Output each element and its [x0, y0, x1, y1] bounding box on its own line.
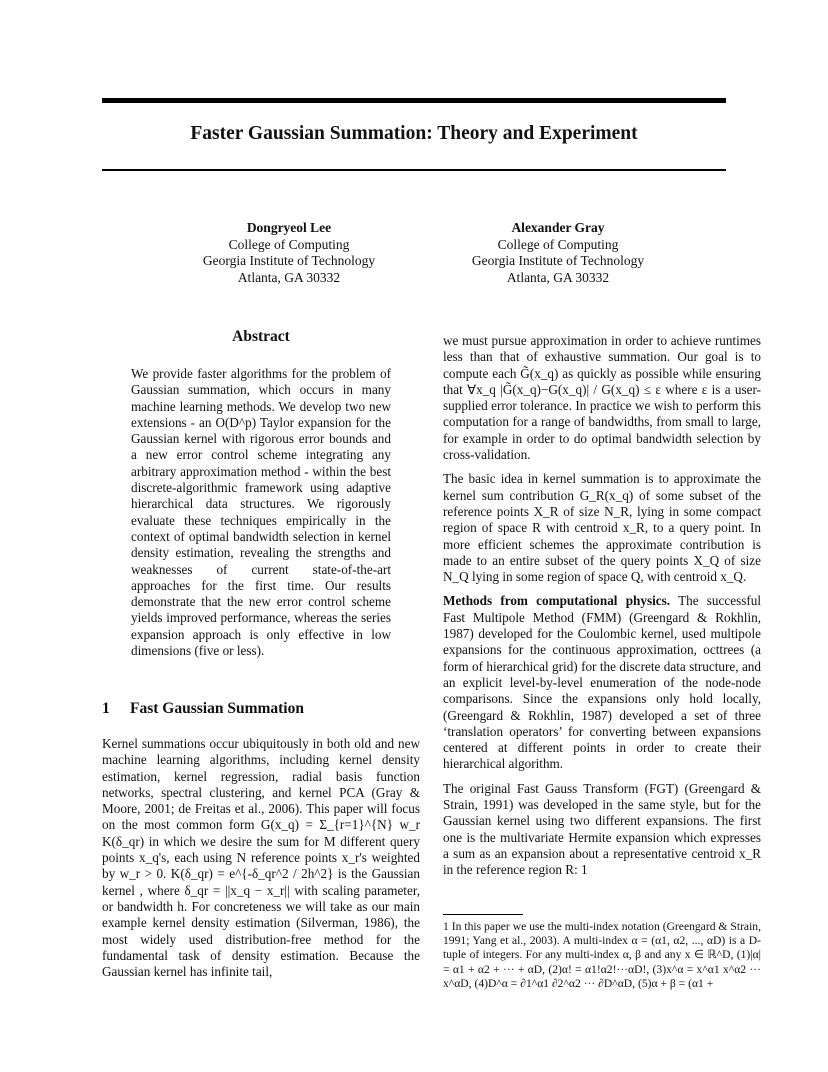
author-institute: Georgia Institute of Technology [471, 253, 645, 268]
author-city: Atlanta, GA 30332 [237, 269, 341, 285]
top-rule [102, 98, 726, 103]
abstract-heading: Abstract [232, 328, 290, 345]
paragraph: Kernel summations occur ubiquitously in both old and new machine learning algorithms, including kernel density estimation, kernel regression, radial basis function networks, spectral clustering, and kernel PCA (Gray & Moore, 2001; de Freitas et al., 2006). This paper will focus on the most common form G(x_q) = Σ_{r=1}^{N} w_r K(δ_qr) in which we desire the sum for M different query points x_q's, each using N reference points x_r's weighted by w_r > 0. K(δ_qr) = e^{-δ_qr^2 / 2h^2} is the Gaussian kernel , where δ_qr = ||x_q − x_r|| with scaling parameter, or bandwidth h. For concreteness we will take as our main example kernel density estimation (Silverman, 1986), the most widely used distribution-free method for the fundamental task of density estimation. Because the Gaussian kernel has infinite tail, [102, 736, 420, 980]
title-rule [102, 169, 726, 171]
section-number: 1 [102, 700, 110, 717]
author-affiliation: College of Computing [228, 236, 350, 252]
paragraph-lead: Methods from computational physics. [443, 593, 671, 609]
footnote: 1 In this paper we use the multi-index notation (Greengard & Strain, 1991; Yang et al., 2003). A multi-index α = (α1, α2, ..., αD) is a D-tuple of integers. For any multi-index α, β and any x ∈ ℝ^D, (1)|α| = α1 + α2 + ··· + αD, (2)α! = α1!α2!···αD!, (3)x^α = x^α1 x^α2 ··· x^αD, (4)D^α = ∂1^α1 ∂2^α2 ··· ∂D^αD, (5)α + β = (α1 + [443, 920, 761, 990]
section-heading [102, 700, 304, 718]
left-column-body [102, 736, 420, 980]
paragraph: we must pursue approximation in order to achieve runtimes less than that of exhaustive summation. Our goal is to compute each G̃(x_q) as quickly as possible while ensuring that ∀x_q |G̃(x_q)−G(x_q)| / G(x_q) ≤ ε where ε is a user-supplied error tolerance. In practice we wish to perform this computation for a range of bandwidths, from small to large, for example in order to do optimal bandwidth selection by cross-validation. [443, 333, 761, 463]
paper-title: Faster Gaussian Summation: Theory and Experiment [190, 123, 638, 144]
paragraph-text: The successful Fast Multipole Method (FMM) (Greengard & Rokhlin, 1987) developed for the Coulombic kernel, used multipole expansions for the continuous approximation, octtrees (a form of hierarchical grid) for the discrete data structure, and an explicit level-by-level enumeration of the node-node comparisons. Since the expansions only hold locally, (Greengard & Rokhlin, 1987) developed a set of three ‘translation operators’ for converting between expansions centered at different points in order to create their hierarchical algorithm. [443, 593, 762, 772]
paragraph: The original Fast Gauss Transform (FGT) (Greengard & Strain, 1991) was developed in the same style, but for the Gaussian kernel using two different expansions. The first one is the multivariate Hermite expansion which expresses a sum as an expansion about a representative centroid x_R in the reference region R: 1 [443, 780, 761, 878]
author-name: Dongryeol Lee [246, 220, 332, 235]
author-block-1 [139, 220, 439, 286]
paragraph [443, 593, 761, 772]
right-column-body [443, 333, 761, 879]
section-title: Fast Gaussian Summation [130, 700, 304, 717]
author-affiliation: College of Computing [497, 236, 619, 252]
paragraph: The basic idea in kernel summation is to approximate the kernel sum contribution G_R(x_q) of some subset of the reference points X_R of size N_R, lying in some compact region of space R with centroid x_R, to a query point. In more efficient schemes the approximate contribution is made to an entire subset of the query points X_Q of size N_Q lying in some region of space Q, with centroid x_Q. [443, 471, 761, 585]
author-city: Atlanta, GA 30332 [506, 269, 610, 285]
abstract-body: We provide faster algorithms for the problem of Gaussian summation, which occurs in many machine learning methods. We develop two new extensions - an O(D^p) Taylor expansion for the Gaussian kernel with rigorous error bounds and a new error control scheme integrating any arbitrary approximation method - within the best discrete-algorithmic framework using adaptive hierarchical data structures. We rigorously evaluate these techniques empirically in the context of optimal bandwidth selection in kernel density estimation, revealing the strengths and weaknesses of current state-of-the-art approaches for the first time. Our results demonstrate that the new error control scheme yields improved performance, whereas the series expansion approach is only effective in low dimensions (five or less). [131, 366, 391, 659]
footnote-rule [443, 914, 523, 915]
author-block-2 [408, 220, 708, 286]
author-institute: Georgia Institute of Technology [202, 253, 376, 268]
author-name: Alexander Gray [511, 220, 605, 235]
